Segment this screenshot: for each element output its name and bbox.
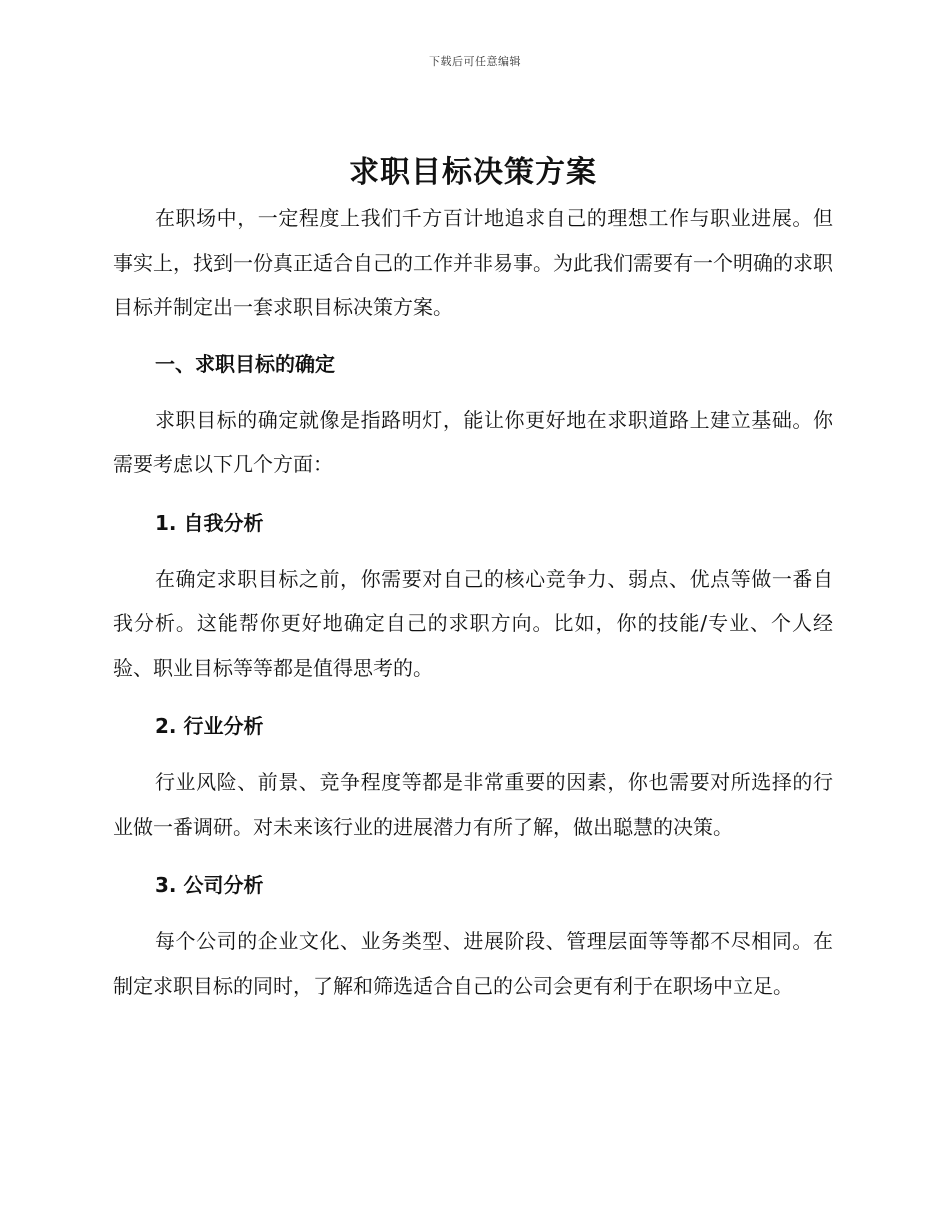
item-heading-industry-analysis: 2. 行业分析 <box>155 714 264 738</box>
document-body <box>113 150 833 1008</box>
section-paragraph: 求职目标的确定就像是指路明灯，能让你更好地在求职道路上建立基础。你需要考虑以下几个方面： <box>113 407 833 476</box>
item-paragraph-industry-analysis: 行业风险、前景、竞争程度等都是非常重要的因素，你也需要对所选择的行业做一番调研。对未来该行业的进展潜力有所了解，做出聪慧的决策。 <box>113 770 833 839</box>
item-heading-self-analysis: 1. 自我分析 <box>155 510 264 535</box>
spacer <box>113 386 833 398</box>
page-title: 求职目标决策方案 <box>349 155 597 190</box>
header-note: 下载后可任意编辑 <box>429 55 521 68</box>
spacer <box>113 907 833 919</box>
item-paragraph-company-analysis: 每个公司的企业文化、业务类型、进展阶段、管理层面等等都不尽相同。在制定求职目标的同时，了解和筛选适合自己的公司会更有利于在职场中立足。 <box>113 929 833 998</box>
spacer <box>113 849 833 863</box>
spacer <box>113 330 833 342</box>
item-paragraph-self-analysis: 在确定求职目标之前，你需要对自己的核心竞争力、弱点、优点等做一番自我分析。这能帮你更好地确定自己的求职方向。比如，你的技能/专业、个人经验、职业目标等等都是值得思考的。 <box>113 566 833 680</box>
spacer <box>113 487 833 501</box>
intro-paragraph: 在职场中，一定程度上我们千方百计地追求自己的理想工作与职业进展。但事实上，找到一份真正适合自己的工作并非易事。为此我们需要有一个明确的求职目标并制定出一套求职目标决策方案。 <box>113 206 833 319</box>
section-heading: 一、求职目标的确定 <box>155 351 335 376</box>
item-heading-company-analysis: 3. 公司分析 <box>155 873 264 897</box>
spacer <box>113 690 833 704</box>
spacer <box>113 545 833 557</box>
spacer <box>113 748 833 760</box>
